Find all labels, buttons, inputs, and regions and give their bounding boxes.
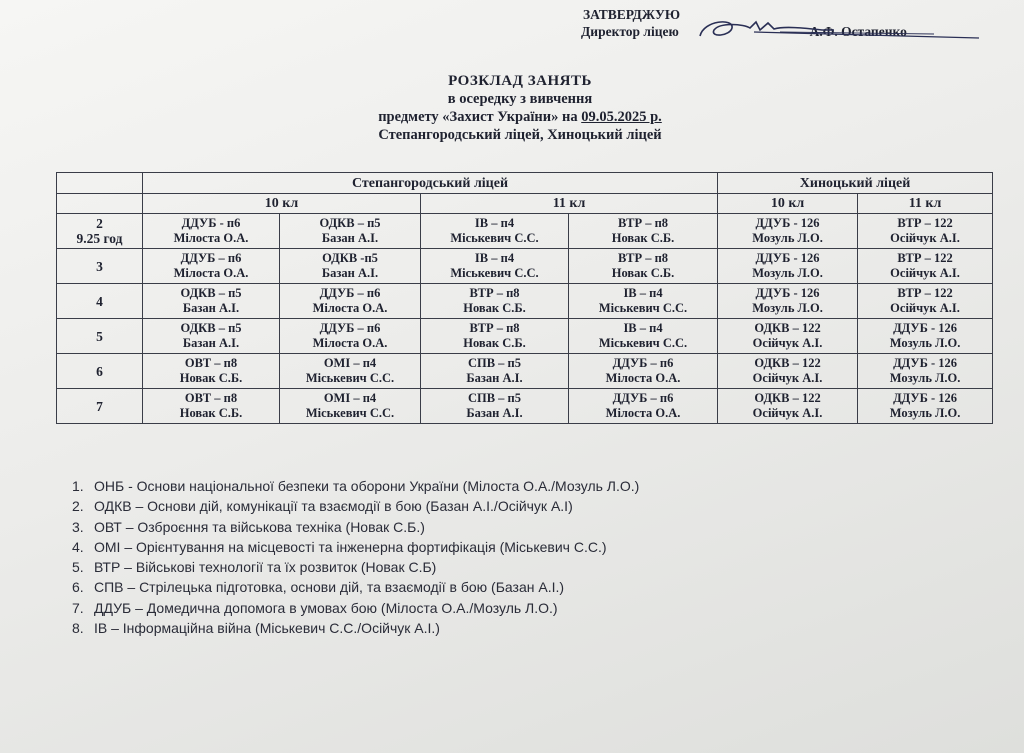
lesson-cell <box>421 284 569 319</box>
teacher-name: Новак С.Б. <box>463 336 526 350</box>
lesson-cell <box>569 389 718 424</box>
subject-room: ОВТ – п8 <box>184 391 238 405</box>
teacher-name: Мілоста О.А. <box>605 406 681 420</box>
approval-director-title: Директор ліцею <box>581 24 679 39</box>
lesson-cell <box>718 249 858 284</box>
legend-number: 1. <box>72 478 84 494</box>
subject-room: ІВ – п4 <box>623 286 663 300</box>
legend-text: ВТР – Військові технології та їх розвиток (Новак С.Б) <box>94 559 437 576</box>
subject-room: ІВ – п4 <box>623 321 663 335</box>
subject-room: ДДУБ – п6 <box>612 356 674 370</box>
teacher-name: Міськевич С.С. <box>450 266 539 280</box>
teacher-name: Осійчук А.І. <box>752 336 823 350</box>
title-subject: предмету «Захист України» на <box>378 109 582 125</box>
lesson-cell <box>718 214 858 249</box>
teacher-name: Новак С.Б. <box>611 266 675 280</box>
teacher-name: Мілоста О.А. <box>173 266 249 280</box>
subject-room: ДДУБ - 126 <box>755 286 820 300</box>
subject-room: ДДУБ - 126 <box>893 356 958 370</box>
lesson-cell <box>569 249 718 284</box>
table-row <box>57 354 993 389</box>
lesson-cell <box>143 389 280 424</box>
lesson-cell <box>718 319 858 354</box>
lesson-time: 9.25 год <box>76 231 123 246</box>
header-corner <box>57 173 143 194</box>
lesson-cell <box>718 354 858 389</box>
legend-item <box>72 598 639 618</box>
subject-room: ДДУБ - 126 <box>893 321 958 335</box>
header-class-s1-10: 10 кл <box>143 194 421 214</box>
lesson-number-cell <box>57 319 143 354</box>
teacher-name: Міськевич С.С. <box>598 336 688 350</box>
subject-room: ВТР – п8 <box>469 286 520 300</box>
legend-number: 7. <box>72 599 84 616</box>
subject-room: ОДКВ – 122 <box>754 356 821 370</box>
lesson-cell <box>858 354 993 389</box>
subject-room: ВТР – 122 <box>897 251 953 265</box>
lesson-cell <box>143 354 280 389</box>
teacher-name: Осійчук А.І. <box>752 406 823 420</box>
teacher-name: Базан А.І. <box>182 336 240 350</box>
lesson-cell <box>858 284 993 319</box>
signature-scribble-icon <box>694 14 979 44</box>
legend-item <box>72 517 639 537</box>
teacher-name: Мілоста О.А. <box>173 231 249 245</box>
subject-room: ОВТ – п8 <box>184 356 238 370</box>
lesson-cell <box>280 319 421 354</box>
legend-number: 8. <box>72 620 84 637</box>
header-school-1: Степангородський ліцей <box>143 173 718 194</box>
lesson-cell <box>858 319 993 354</box>
legend-text: ОНБ - Основи національної безпеки та оборони України (Мілоста О.А./Мозуль Л.О.) <box>94 478 640 494</box>
teacher-name: Мозуль Л.О. <box>889 336 961 350</box>
subject-room: ДДУБ - 126 <box>755 216 820 230</box>
header-class-s2-10: 10 кл <box>718 194 858 214</box>
table-row <box>57 389 993 424</box>
legend-number: 4. <box>72 538 84 555</box>
title-line-3 <box>300 108 740 126</box>
lesson-number: 6 <box>96 363 103 379</box>
lesson-cell <box>143 319 280 354</box>
subject-room: ОДКВ – 122 <box>754 321 821 335</box>
lesson-number-cell <box>57 249 143 284</box>
lesson-number: 5 <box>96 328 103 344</box>
lesson-cell <box>280 354 421 389</box>
subject-room: ІВ – п4 <box>474 251 515 265</box>
legend-number: 5. <box>72 559 84 576</box>
header-school-2: Хиноцький ліцей <box>718 173 993 194</box>
legend-item <box>72 476 639 496</box>
teacher-name: Новак С.Б. <box>611 231 675 245</box>
legend-item <box>72 537 639 557</box>
subject-room: ВТР – 122 <box>897 216 953 230</box>
teacher-name: Міськевич С.С. <box>450 231 539 245</box>
subject-room: СПВ – п5 <box>467 391 522 405</box>
subject-room: ДДУБ - 126 <box>755 251 820 265</box>
table-row <box>57 284 993 319</box>
teacher-name: Мілоста О.А. <box>312 301 388 315</box>
lesson-cell <box>421 389 569 424</box>
teacher-name: Осійчук А.І. <box>752 371 823 385</box>
teacher-name: Базан А.І. <box>321 231 379 245</box>
subject-room: ОДКВ – п5 <box>180 321 242 335</box>
schedule-date: 09.05.2025 р. <box>581 109 662 125</box>
teacher-name: Базан А.І. <box>182 301 240 315</box>
document-title: РОЗКЛАД ЗАНЯТЬ <box>448 73 592 89</box>
header-corner-2 <box>57 194 143 214</box>
lesson-number: 4 <box>96 293 103 309</box>
lesson-cell <box>280 284 421 319</box>
teacher-name: Новак С.Б. <box>179 371 243 385</box>
lesson-number-cell <box>57 214 143 249</box>
teacher-name: Мілоста О.А. <box>312 336 388 350</box>
teacher-name: Мозуль Л.О. <box>752 301 823 315</box>
title-line-2: в осередку з вивчення <box>447 91 593 107</box>
teacher-name: Новак С.Б. <box>463 301 526 315</box>
lesson-cell <box>569 214 718 249</box>
title-block <box>300 72 740 144</box>
lesson-cell <box>569 284 718 319</box>
lesson-number-cell <box>57 284 143 319</box>
teacher-name: Міськевич С.С. <box>305 371 395 385</box>
lesson-cell <box>569 354 718 389</box>
teacher-name: Базан А.І. <box>466 406 523 420</box>
subject-room: ІВ – п4 <box>474 216 515 230</box>
header-class-s1-11: 11 кл <box>421 194 718 214</box>
legend-item <box>72 577 639 597</box>
lesson-number: 7 <box>96 398 103 414</box>
subject-room: ОМІ – п4 <box>323 391 377 405</box>
approval-director-name: А.Ф. Остапенко <box>809 24 907 39</box>
lesson-cell <box>143 249 280 284</box>
lesson-cell <box>421 319 569 354</box>
legend-text: СПВ – Стрілецька підготовка, основи дій, та взаємодії в бою (Базан А.І.) <box>94 579 565 596</box>
lesson-number-cell <box>57 354 143 389</box>
teacher-name: Мозуль Л.О. <box>889 371 961 385</box>
legend-text: ОВТ – Озброєння та військова техніка (Новак С.Б.) <box>94 518 425 535</box>
legend-item <box>72 557 639 577</box>
subject-room: СПВ – п5 <box>467 356 522 370</box>
lesson-cell <box>143 214 280 249</box>
schedule-table <box>56 172 993 424</box>
schedule-body <box>57 214 993 424</box>
teacher-name: Мозуль Л.О. <box>889 406 961 420</box>
subject-room: ВТР – п8 <box>617 251 669 265</box>
lesson-number: 3 <box>96 258 103 274</box>
teacher-name: Міськевич С.С. <box>598 301 688 315</box>
legend-text: ОДКВ – Основи дій, комунікації та взаємодії в бою (Базан А.І./Осійчук А.І) <box>94 498 573 515</box>
lesson-cell <box>280 249 421 284</box>
lesson-cell <box>421 249 569 284</box>
subject-room: ДДУБ – п6 <box>180 251 242 265</box>
subject-room: ДДУБ - п6 <box>181 216 241 230</box>
lesson-cell <box>143 284 280 319</box>
lesson-cell <box>421 214 569 249</box>
lesson-cell <box>858 214 993 249</box>
lesson-cell <box>858 249 993 284</box>
teacher-name: Базан А.І. <box>466 371 523 385</box>
table-header-schools <box>57 173 993 194</box>
teacher-name: Осійчук А.І. <box>890 231 960 245</box>
teacher-name: Базан А.І. <box>321 266 379 280</box>
lesson-cell <box>280 214 421 249</box>
legend-text: ОМІ – Орієнтування на місцевості та інженерна фортифікація (Міськевич С.С.) <box>94 538 607 555</box>
table-header-classes <box>57 194 993 214</box>
table-row <box>57 319 993 354</box>
subject-room: ДДУБ - 126 <box>893 391 958 405</box>
lesson-cell <box>569 319 718 354</box>
approval-heading: ЗАТВЕРДЖУЮ <box>583 7 681 22</box>
legend-text: ІВ – Інформаційна війна (Міськевич С.С./Осійчук А.І.) <box>94 620 440 637</box>
lesson-cell <box>280 389 421 424</box>
lesson-number: 2 <box>96 216 103 231</box>
teacher-name: Мозуль Л.О. <box>752 231 823 245</box>
lesson-cell <box>718 284 858 319</box>
legend-number: 6. <box>72 579 84 596</box>
legend-number: 2. <box>72 498 84 515</box>
subject-room: ДДУБ – п6 <box>612 391 674 405</box>
subject-room: ДДУБ – п6 <box>319 286 381 300</box>
teacher-name: Осійчук А.І. <box>890 266 960 280</box>
subject-room: ОДКВ – п5 <box>319 216 381 230</box>
subject-room: ОДКВ – п5 <box>180 286 242 300</box>
subject-room: ВТР – п8 <box>617 216 669 230</box>
lesson-cell <box>421 354 569 389</box>
subject-room: ОДКВ – 122 <box>754 391 821 405</box>
subject-room: ОМІ – п4 <box>323 356 377 370</box>
teacher-name: Осійчук А.І. <box>890 301 960 315</box>
lesson-cell <box>718 389 858 424</box>
table-row <box>57 249 993 284</box>
legend-text: ДДУБ – Домедична допомога в умовах бою (Мілоста О.А./Мозуль Л.О.) <box>94 599 558 616</box>
subject-room: ВТР – п8 <box>469 321 520 335</box>
lesson-number-cell <box>57 389 143 424</box>
legend-item <box>72 496 639 516</box>
teacher-name: Мілоста О.А. <box>605 371 681 385</box>
header-class-s2-11: 11 кл <box>858 194 993 214</box>
subject-room: ДДУБ – п6 <box>319 321 381 335</box>
teacher-name: Мозуль Л.О. <box>752 266 823 280</box>
teacher-name: Міськевич С.С. <box>305 406 395 420</box>
subject-room: ВТР – 122 <box>897 286 953 300</box>
teacher-name: Новак С.Б. <box>179 406 243 420</box>
legend-item <box>72 618 639 638</box>
lesson-cell <box>858 389 993 424</box>
table-row <box>57 214 993 249</box>
legend-number: 3. <box>72 518 84 535</box>
legend-list <box>72 476 639 638</box>
title-schools: Степангородський ліцей, Хиноцький ліцей <box>378 127 662 143</box>
subject-room: ОДКВ -п5 <box>322 251 378 265</box>
